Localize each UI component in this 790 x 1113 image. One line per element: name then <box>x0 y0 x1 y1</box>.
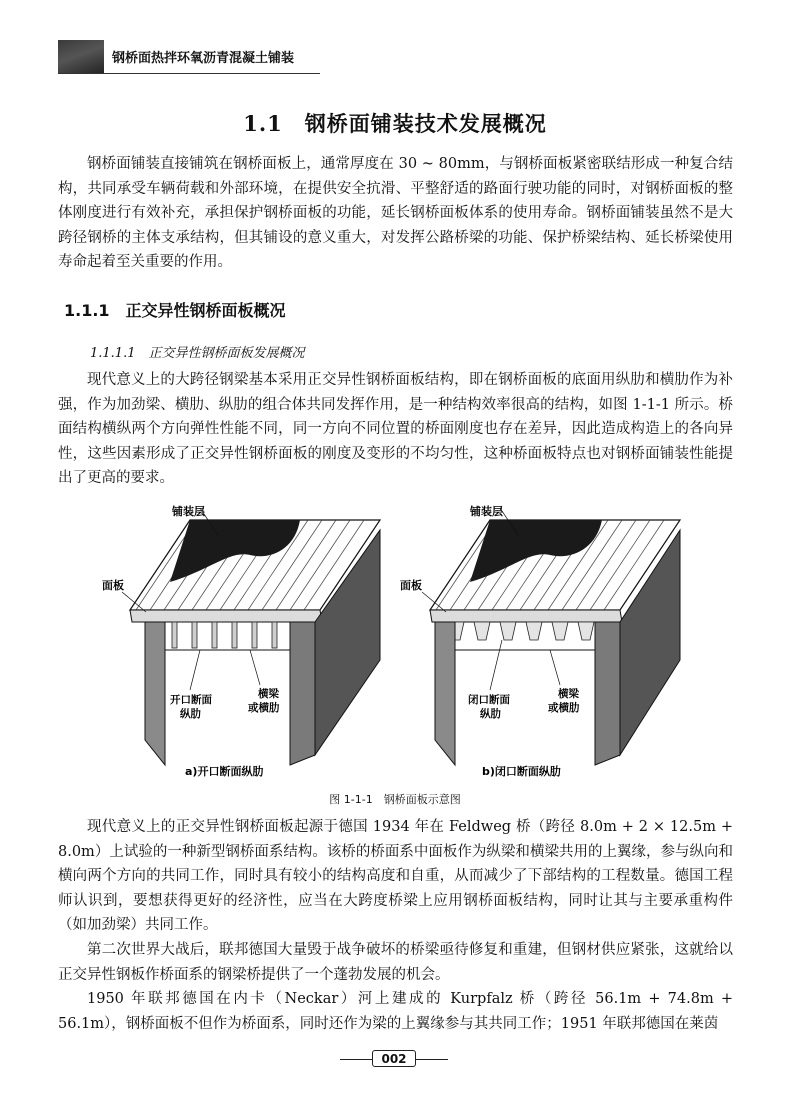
header-rule <box>58 73 320 74</box>
left-label-rib-line2: 纵肋 <box>180 708 201 720</box>
left-label-pavement: 铺装层 <box>172 505 205 518</box>
figure-steel-deck <box>90 500 690 790</box>
paragraph-3: 现代意义上的正交异性钢桥面板起源于德国 1934 年在 Feldweg 桥（跨径 8.0m + 2 × 12.5m + 8.0m）上试验的一种新型钢桥面系结构。该桥的桥面系中面板作为纵梁和横梁共用的上翼缘，参与纵向和横向两个方向的共同工作，同时具有较小的结构高度和自重，从而减少了下部结构的工程数量。德国工程师认识到，要想获得更好的经济性，应当在大跨度桥梁上应用钢桥面板结构，同时让其与主要承重构件（如加劲梁）共同工作。 <box>58 819 733 933</box>
subsubsection-title: 1.1.1.1 正交异性钢桥面板发展概况 <box>90 346 305 361</box>
subsection-title: 1.1.1 正交异性钢桥面板概况 <box>64 301 286 320</box>
right-label-deck: 面板 <box>400 579 422 592</box>
right-label-beam-line1: 横梁 <box>558 688 579 700</box>
right-label-rib-line1: 闭口断面 <box>468 694 510 706</box>
left-label-beam-line2: 或横肋 <box>248 702 280 714</box>
figure-right-panel <box>400 504 680 778</box>
page-number-marker <box>340 1049 450 1069</box>
intro-paragraph: 钢桥面铺装直接铺筑在钢桥面板上，通常厚度在 30 ~ 80mm，与钢桥面板紧密联结形成一种复合结构，共同承受车辆荷载和外部环境，在提供安全抗滑、平整舒适的路面行驶功能的同时，对钢桥面板的整体刚度进行有效补充，承担保护钢桥面板的功能，延长钢桥面板体系的使用寿命。钢桥面铺装虽然不是大跨径钢桥的主体支承结构，但其铺设的意义重大，对发挥公路桥梁的功能、保护桥梁结构、延长桥梁使用寿命起着至关重要的作用。 <box>58 156 733 270</box>
section-title: 1.1 钢桥面铺装技术发展概况 <box>243 111 547 136</box>
paragraph-4: 第二次世界大战后，联邦德国大量毁于战争破坏的桥梁亟待修复和重建，但钢材供应紧张，这就给以正交异性钢板作桥面系的钢梁桥提供了一个蓬勃发展的机会。 <box>58 942 733 983</box>
left-label-deck: 面板 <box>102 579 124 592</box>
page-number-rule-left <box>340 1059 372 1060</box>
figure-caption: 图 1-1-1 钢桥面板示意图 <box>329 793 461 806</box>
header-thumbnail <box>58 40 104 74</box>
figure-left-panel <box>102 504 380 778</box>
left-label-rib-line1: 开口断面 <box>170 694 212 706</box>
paragraph-2: 现代意义上的大跨径钢梁基本采用正交异性钢桥面板结构，即在钢桥面板的底面用纵肋和横肋作为补强，作为加劲梁、横肋、纵肋的组合体共同发挥作用，是一种结构效率很高的结构，如图 1-1-1 所示。桥面结构横纵两个方向弹性性能不同，同一方向不同位置的桥面刚度也存在差异，因此造成构造上的各向异性，这些因素形成了正交异性钢桥面板的刚度及变形的不均匀性，这种桥面板特点也对钢桥面铺装性能提出了更高的要求。 <box>58 372 733 486</box>
left-caption: a)开口断面纵肋 <box>185 765 264 778</box>
left-label-beam-line1: 横梁 <box>258 688 279 700</box>
running-title: 钢桥面热拌环氧沥青混凝土铺装 <box>112 51 295 66</box>
right-label-beam-line2: 或横肋 <box>548 702 580 714</box>
right-label-rib-line2: 纵肋 <box>480 708 501 720</box>
page-number: 002 <box>372 1050 416 1067</box>
paragraph-5: 1950 年联邦德国在内卡（Neckar）河上建成的 Kurpfalz 桥（跨径 56.1m + 74.8m + 56.1m），钢桥面板不但作为桥面系，同时还作为梁的上翼缘参与其共同工作；1951 年联邦德国在莱茵 <box>58 991 733 1032</box>
page-number-rule-right <box>416 1059 448 1060</box>
right-caption: b)闭口断面纵肋 <box>482 765 561 778</box>
right-label-pavement: 铺装层 <box>470 505 503 518</box>
